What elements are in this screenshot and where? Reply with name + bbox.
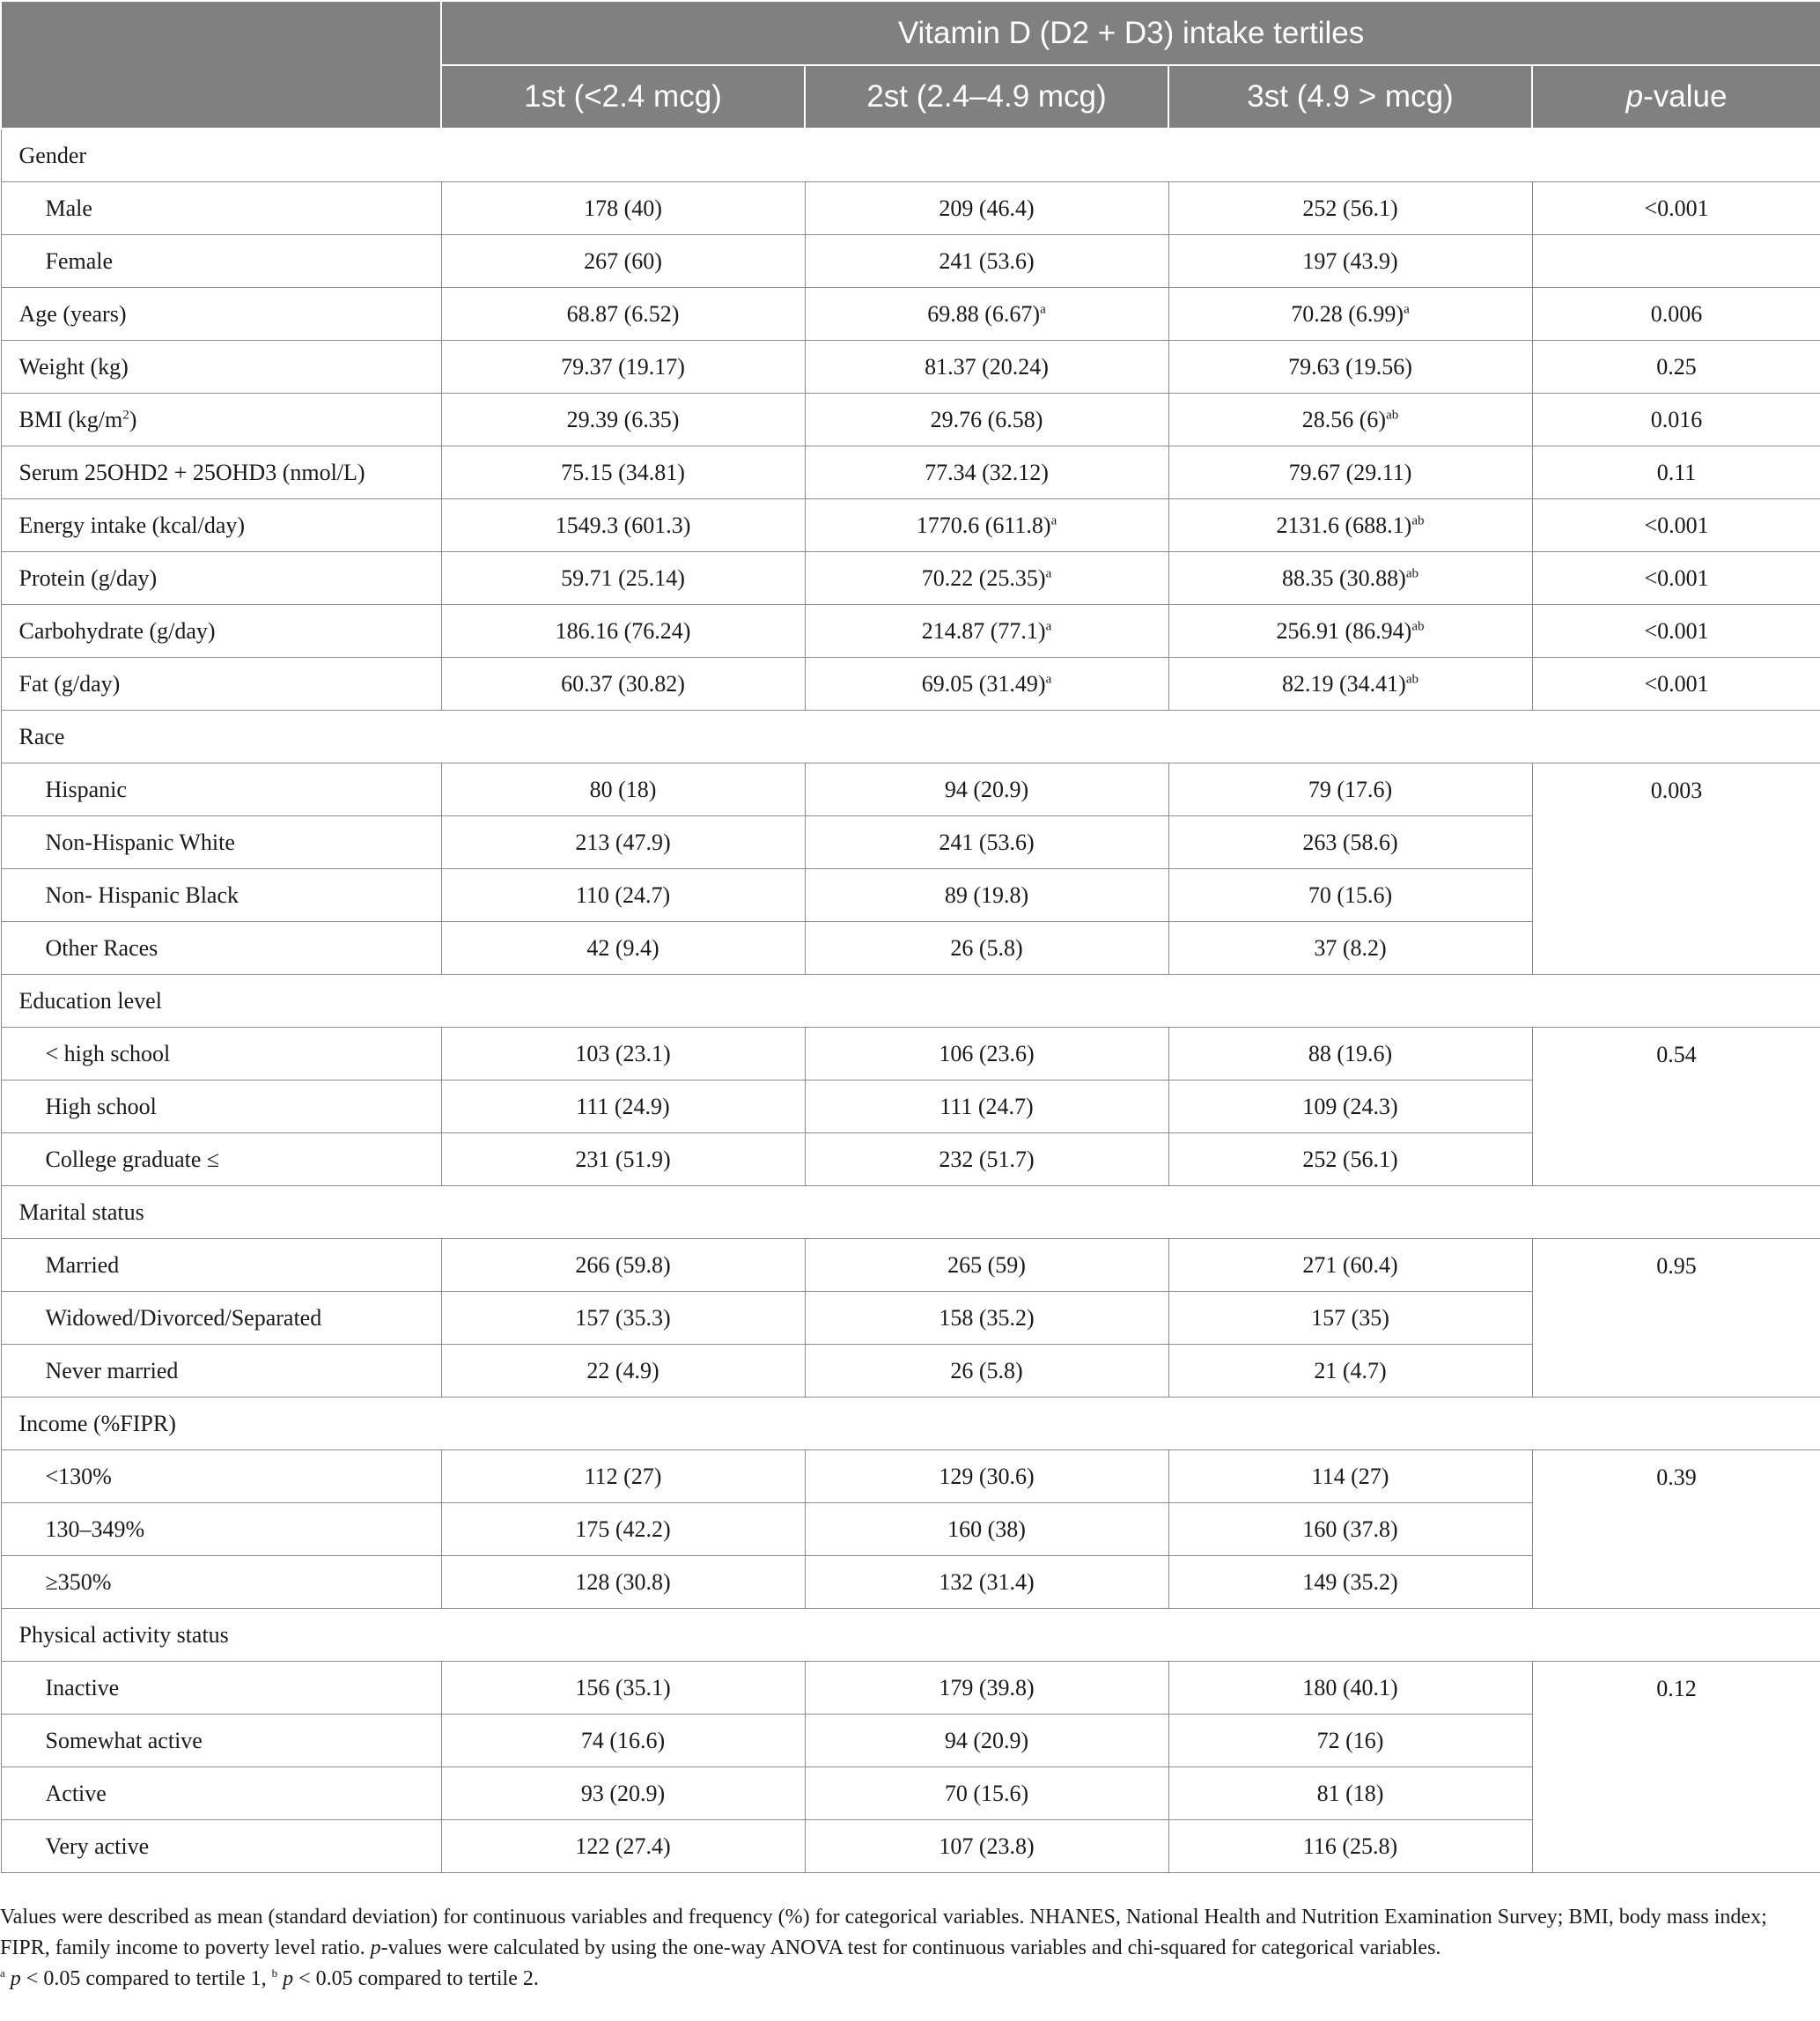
section-row — [1, 1609, 1820, 1662]
section-row — [1, 711, 1820, 763]
cell-value: 94 (20.9) — [944, 776, 1029, 802]
cell-value: 263 (58.6) — [1302, 829, 1398, 855]
cell-value: 79.37 (19.17) — [561, 353, 685, 380]
cell-tertile-2 — [805, 288, 1168, 341]
cell-value: 231 (51.9) — [575, 1146, 671, 1172]
cell-tertile-3 — [1168, 1345, 1532, 1398]
row-label-text: Inactive — [45, 1674, 120, 1700]
cell-value: 213 (47.9) — [575, 829, 671, 855]
cell-significance-marker: ab — [1405, 671, 1418, 686]
row-label-text: BMI (kg/m — [18, 406, 123, 432]
cell-value: 175 (42.2) — [575, 1516, 671, 1542]
cell-tertile-3 — [1168, 1133, 1532, 1186]
cell-tertile-2 — [805, 394, 1168, 446]
row-label — [1, 1081, 441, 1133]
cell-tertile-3 — [1168, 341, 1532, 394]
cell-value: 112 (27) — [584, 1463, 662, 1489]
row-label — [1, 1767, 441, 1820]
section-row — [1, 129, 1820, 182]
cell-value: 70 (15.6) — [944, 1780, 1029, 1806]
cell-value: 2131.6 (688.1) — [1276, 512, 1412, 538]
cell-tertile-2 — [805, 1715, 1168, 1767]
cell-value: 81.37 (20.24) — [925, 353, 1049, 380]
header-col-tertile-3: 3st (4.9 > mcg) — [1168, 65, 1532, 129]
row-label — [1, 763, 441, 816]
cell-tertile-2 — [805, 235, 1168, 288]
section-label: Race — [1, 711, 1820, 763]
cell-significance-marker: ab — [1405, 565, 1418, 580]
cell-significance-marker: ab — [1386, 407, 1399, 422]
row-label-text: Male — [45, 195, 92, 221]
cell-tertile-3 — [1168, 288, 1532, 341]
cell-value: 252 (56.1) — [1302, 1146, 1398, 1172]
cell-tertile-2 — [805, 446, 1168, 499]
cell-pvalue: 0.003 — [1532, 763, 1820, 975]
cell-value: 214.87 (77.1) — [921, 617, 1046, 644]
cell-tertile-3 — [1168, 1767, 1532, 1820]
section-label: Income (%FIPR) — [1, 1398, 1820, 1450]
cell-significance-marker: a — [1045, 565, 1052, 580]
row-label — [1, 1820, 441, 1873]
row-label-text: 130–349% — [45, 1516, 145, 1542]
cell-value: 252 (56.1) — [1302, 195, 1398, 221]
cell-significance-marker: ab — [1411, 618, 1425, 633]
table-row — [1, 446, 1820, 499]
cell-tertile-3 — [1168, 552, 1532, 605]
footnote-a-text: < 0.05 compared to tertile 1, — [20, 1967, 272, 1990]
cell-tertile-1 — [441, 394, 805, 446]
cell-tertile-2 — [805, 1450, 1168, 1503]
row-label — [1, 394, 441, 446]
header-pvalue-italic: p — [1625, 79, 1644, 114]
cell-tertile-3 — [1168, 235, 1532, 288]
cell-value: 197 (43.9) — [1302, 247, 1398, 274]
cell-tertile-1 — [441, 816, 805, 869]
cell-pvalue: 0.11 — [1532, 446, 1820, 499]
cell-value: 79.63 (19.56) — [1288, 353, 1412, 380]
cell-value: 77.34 (32.12) — [925, 459, 1049, 485]
row-label — [1, 1450, 441, 1503]
cell-significance-marker: a — [1045, 671, 1052, 686]
cell-value: 42 (9.4) — [586, 934, 659, 961]
cell-value: 103 (23.1) — [575, 1040, 671, 1066]
table-body — [1, 129, 1820, 1873]
row-label — [1, 605, 441, 658]
cell-tertile-3 — [1168, 182, 1532, 235]
cell-tertile-1 — [441, 499, 805, 552]
section-row — [1, 975, 1820, 1028]
row-label-text: Female — [45, 247, 114, 274]
header-col-tertile-1: 1st (<2.4 mcg) — [441, 65, 805, 129]
cell-significance-marker: a — [1050, 513, 1057, 527]
cell-value: 109 (24.3) — [1302, 1093, 1398, 1119]
cell-tertile-2 — [805, 552, 1168, 605]
cell-significance-marker: ab — [1411, 513, 1425, 527]
cell-pvalue: 0.95 — [1532, 1239, 1820, 1398]
footnote-line1-p: p — [370, 1936, 381, 1959]
row-label — [1, 869, 441, 922]
cell-tertile-2 — [805, 605, 1168, 658]
cell-value: 116 (25.8) — [1302, 1833, 1398, 1859]
table-row — [1, 1662, 1820, 1715]
cell-tertile-1 — [441, 446, 805, 499]
cell-tertile-3 — [1168, 394, 1532, 446]
row-label — [1, 1028, 441, 1081]
cell-pvalue: 0.016 — [1532, 394, 1820, 446]
cell-tertile-3 — [1168, 1662, 1532, 1715]
cell-tertile-2 — [805, 763, 1168, 816]
cell-value: 256.91 (86.94) — [1276, 617, 1412, 644]
cell-tertile-3 — [1168, 446, 1532, 499]
cell-tertile-1 — [441, 288, 805, 341]
row-label-text: Fat (g/day) — [18, 670, 121, 697]
row-label-text: College graduate ≤ — [45, 1146, 220, 1172]
row-label — [1, 499, 441, 552]
cell-value: 80 (18) — [589, 776, 657, 802]
cell-tertile-1 — [441, 1239, 805, 1292]
cell-pvalue: <0.001 — [1532, 499, 1820, 552]
table-row — [1, 605, 1820, 658]
cell-tertile-2 — [805, 816, 1168, 869]
cell-tertile-1 — [441, 1450, 805, 1503]
cell-tertile-2 — [805, 1345, 1168, 1398]
cell-value: 88.35 (30.88) — [1282, 564, 1406, 591]
section-label: Marital status — [1, 1186, 1820, 1239]
cell-tertile-1 — [441, 869, 805, 922]
cell-value: 132 (31.4) — [939, 1568, 1035, 1595]
cell-significance-marker: a — [1404, 301, 1410, 316]
table-row — [1, 1450, 1820, 1503]
section-row — [1, 1186, 1820, 1239]
row-label — [1, 816, 441, 869]
row-label — [1, 658, 441, 711]
cell-pvalue: <0.001 — [1532, 605, 1820, 658]
row-label-text: <130% — [45, 1463, 112, 1489]
cell-pvalue: 0.54 — [1532, 1028, 1820, 1186]
cell-value: 149 (35.2) — [1302, 1568, 1398, 1595]
cell-tertile-2 — [805, 1081, 1168, 1133]
cell-tertile-1 — [441, 658, 805, 711]
cell-significance-marker: a — [1045, 618, 1052, 633]
cell-value: 122 (27.4) — [575, 1833, 671, 1859]
cell-value: 160 (38) — [947, 1516, 1026, 1542]
cell-value: 111 (24.7) — [939, 1093, 1034, 1119]
footnote-values — [0, 1902, 1820, 1964]
cell-tertile-3 — [1168, 922, 1532, 975]
cell-tertile-1 — [441, 605, 805, 658]
row-label-text: Non- Hispanic Black — [45, 881, 239, 908]
row-label-text: Widowed/Divorced/Separated — [45, 1304, 322, 1331]
row-label — [1, 1345, 441, 1398]
cell-pvalue: <0.001 — [1532, 182, 1820, 235]
row-label — [1, 1556, 441, 1609]
footnote-a-p: p — [10, 1967, 21, 1990]
cell-value: 74 (16.6) — [580, 1727, 666, 1753]
cell-pvalue: 0.25 — [1532, 341, 1820, 394]
row-label-text: Married — [45, 1251, 120, 1278]
cell-value: 1770.6 (611.8) — [916, 512, 1051, 538]
cell-tertile-1 — [441, 341, 805, 394]
cell-value: 70.28 (6.99) — [1291, 300, 1404, 327]
footnote-b-p: p — [283, 1967, 294, 1990]
cell-value: 22 (4.9) — [586, 1357, 659, 1383]
cell-value: 69.05 (31.49) — [921, 670, 1046, 697]
cell-tertile-1 — [441, 235, 805, 288]
cell-value: 209 (46.4) — [939, 195, 1035, 221]
cell-value: 28.56 (6) — [1301, 406, 1387, 432]
cell-tertile-1 — [441, 1503, 805, 1556]
cell-tertile-2 — [805, 1133, 1168, 1186]
table-row — [1, 288, 1820, 341]
cell-value: 180 (40.1) — [1302, 1674, 1398, 1700]
cell-tertile-3 — [1168, 816, 1532, 869]
table-footnotes — [0, 1902, 1820, 1995]
cell-tertile-1 — [441, 1662, 805, 1715]
cell-value: 110 (24.7) — [575, 881, 671, 908]
cell-tertile-2 — [805, 1556, 1168, 1609]
cell-value: 60.37 (30.82) — [561, 670, 685, 697]
row-label-text: Age (years) — [18, 300, 127, 327]
header-group-title: Vitamin D (D2 + D3) intake tertiles — [441, 1, 1820, 65]
header-row-group — [1, 1, 1820, 65]
table-row — [1, 552, 1820, 605]
cell-value: 37 (8.2) — [1314, 934, 1387, 961]
cell-tertile-2 — [805, 499, 1168, 552]
table-row — [1, 235, 1820, 288]
cell-value: 128 (30.8) — [575, 1568, 671, 1595]
cell-tertile-1 — [441, 1820, 805, 1873]
row-label-text: < high school — [45, 1040, 171, 1066]
cell-tertile-3 — [1168, 1292, 1532, 1345]
header-col-pvalue — [1532, 65, 1820, 129]
cell-tertile-3 — [1168, 1239, 1532, 1292]
row-label-text: Protein (g/day) — [18, 564, 158, 591]
cell-value: 81 (18) — [1316, 1780, 1384, 1806]
cell-value: 1549.3 (601.3) — [555, 512, 691, 538]
cell-value: 68.87 (6.52) — [566, 300, 680, 327]
cell-value: 179 (39.8) — [939, 1674, 1035, 1700]
cell-value: 82.19 (34.41) — [1282, 670, 1406, 697]
row-label-text: Carbohydrate (g/day) — [18, 617, 216, 644]
row-label-end: ) — [129, 406, 137, 432]
footnote-line1: Values were described as mean (standard deviation) for continuous variables and frequency (%) for categorical variables. NHANES, National Health and Nutrition Examination Survey; BMI, body mass index; FIPR, family income to poverty level ratio. — [0, 1906, 1767, 1959]
header-pvalue-rest: -value — [1643, 79, 1728, 114]
row-label — [1, 446, 441, 499]
cell-pvalue: <0.001 — [1532, 658, 1820, 711]
row-label-text: Non-Hispanic White — [45, 829, 235, 855]
table-row — [1, 499, 1820, 552]
cell-tertile-3 — [1168, 1556, 1532, 1609]
cell-tertile-3 — [1168, 1028, 1532, 1081]
cell-value: 29.76 (6.58) — [930, 406, 1043, 432]
cell-tertile-2 — [805, 1662, 1168, 1715]
section-label: Education level — [1, 975, 1820, 1028]
header-blank-cell — [1, 1, 441, 129]
cell-value: 75.15 (34.81) — [561, 459, 685, 485]
cell-value: 70.22 (25.35) — [921, 564, 1046, 591]
cell-value: 267 (60) — [584, 247, 662, 274]
row-label-text: Never married — [45, 1357, 179, 1383]
cell-value: 93 (20.9) — [580, 1780, 666, 1806]
cell-tertile-2 — [805, 182, 1168, 235]
cell-value: 79.67 (29.11) — [1288, 459, 1412, 485]
header-col-tertile-2: 2st (2.4–4.9 mcg) — [805, 65, 1168, 129]
cell-value: 107 (23.8) — [939, 1833, 1035, 1859]
footnote-b-text: < 0.05 compared to tertile 2. — [293, 1967, 539, 1990]
cell-tertile-3 — [1168, 1715, 1532, 1767]
cell-value: 157 (35.3) — [575, 1304, 671, 1331]
row-label — [1, 341, 441, 394]
cell-value: 88 (19.6) — [1308, 1040, 1393, 1066]
cell-value: 70 (15.6) — [1308, 881, 1393, 908]
cell-tertile-1 — [441, 1081, 805, 1133]
cell-value: 111 (24.9) — [576, 1093, 670, 1119]
cell-tertile-3 — [1168, 499, 1532, 552]
cell-tertile-3 — [1168, 605, 1532, 658]
row-label-superscript: 2 — [122, 407, 129, 422]
cell-value: 29.39 (6.35) — [566, 406, 680, 432]
cell-value: 186.16 (76.24) — [555, 617, 691, 644]
row-label — [1, 1292, 441, 1345]
cell-value: 241 (53.6) — [939, 247, 1035, 274]
cell-tertile-2 — [805, 1028, 1168, 1081]
cell-value: 26 (5.8) — [950, 1357, 1023, 1383]
cell-tertile-2 — [805, 922, 1168, 975]
cell-pvalue — [1532, 235, 1820, 288]
row-label — [1, 1133, 441, 1186]
row-label-text: Serum 25OHD2 + 25OHD3 (nmol/L) — [18, 459, 365, 485]
cell-value: 26 (5.8) — [950, 934, 1023, 961]
cell-tertile-1 — [441, 1292, 805, 1345]
row-label-text: Active — [45, 1780, 107, 1806]
cell-tertile-1 — [441, 1556, 805, 1609]
cell-value: 21 (4.7) — [1314, 1357, 1387, 1383]
cell-tertile-2 — [805, 1820, 1168, 1873]
row-label-text: ≥350% — [45, 1568, 112, 1595]
cell-tertile-3 — [1168, 1081, 1532, 1133]
cell-tertile-3 — [1168, 1450, 1532, 1503]
cell-value: 157 (35) — [1311, 1304, 1389, 1331]
cell-value: 79 (17.6) — [1308, 776, 1393, 802]
cell-tertile-1 — [441, 1767, 805, 1820]
table-row — [1, 763, 1820, 816]
cell-tertile-1 — [441, 182, 805, 235]
row-label — [1, 1715, 441, 1767]
row-label — [1, 235, 441, 288]
row-label — [1, 1662, 441, 1715]
cell-value: 160 (37.8) — [1302, 1516, 1398, 1542]
cell-pvalue: <0.001 — [1532, 552, 1820, 605]
row-label — [1, 288, 441, 341]
cell-tertile-1 — [441, 922, 805, 975]
cell-value: 156 (35.1) — [575, 1674, 671, 1700]
cell-value: 59.71 (25.14) — [561, 564, 685, 591]
footnote-line1-end: -values were calculated by using the one-way ANOVA test for continuous variables and chi-squared for categorical variables. — [380, 1936, 1441, 1959]
cell-tertile-1 — [441, 1133, 805, 1186]
cell-tertile-2 — [805, 1767, 1168, 1820]
cell-pvalue: 0.006 — [1532, 288, 1820, 341]
row-label — [1, 1239, 441, 1292]
footnote-significance — [0, 1964, 1820, 1995]
cell-value: 72 (16) — [1316, 1727, 1384, 1753]
cell-tertile-3 — [1168, 869, 1532, 922]
cell-tertile-3 — [1168, 658, 1532, 711]
cell-tertile-3 — [1168, 1820, 1532, 1873]
cell-value: 129 (30.6) — [939, 1463, 1035, 1489]
row-label — [1, 922, 441, 975]
cell-value: 69.88 (6.67) — [927, 300, 1041, 327]
cell-tertile-3 — [1168, 763, 1532, 816]
cell-tertile-1 — [441, 1345, 805, 1398]
cell-pvalue: 0.12 — [1532, 1662, 1820, 1873]
cell-value: 106 (23.6) — [939, 1040, 1035, 1066]
cell-tertile-2 — [805, 341, 1168, 394]
row-label-text: Hispanic — [45, 776, 127, 802]
cell-tertile-2 — [805, 1239, 1168, 1292]
cell-value: 271 (60.4) — [1302, 1251, 1398, 1278]
table-row — [1, 394, 1820, 446]
row-label-text: Very active — [45, 1833, 150, 1859]
row-label-text: Energy intake (kcal/day) — [18, 512, 246, 538]
cell-value: 241 (53.6) — [939, 829, 1035, 855]
table-row — [1, 1028, 1820, 1081]
cell-tertile-1 — [441, 552, 805, 605]
cell-value: 265 (59) — [947, 1251, 1026, 1278]
row-label-text: Weight (kg) — [18, 353, 129, 380]
cell-value: 266 (59.8) — [575, 1251, 671, 1278]
cell-tertile-2 — [805, 658, 1168, 711]
section-row — [1, 1398, 1820, 1450]
row-label — [1, 182, 441, 235]
cell-value: 114 (27) — [1311, 1463, 1389, 1489]
cell-value: 89 (19.8) — [944, 881, 1029, 908]
footnote-a-marker: a — [0, 1966, 5, 1980]
section-label: Gender — [1, 129, 1820, 182]
cell-tertile-2 — [805, 869, 1168, 922]
table-row — [1, 182, 1820, 235]
row-label-text: Somewhat active — [45, 1727, 203, 1753]
cell-tertile-2 — [805, 1292, 1168, 1345]
table-row — [1, 658, 1820, 711]
row-label-text: High school — [45, 1093, 157, 1119]
cell-value: 158 (35.2) — [939, 1304, 1035, 1331]
row-label — [1, 1503, 441, 1556]
cell-value: 232 (51.7) — [939, 1146, 1035, 1172]
cell-pvalue: 0.39 — [1532, 1450, 1820, 1609]
footnote-b-marker: b — [271, 1966, 278, 1980]
cell-value: 178 (40) — [584, 195, 662, 221]
row-label — [1, 552, 441, 605]
cell-value: 94 (20.9) — [944, 1727, 1029, 1753]
cell-tertile-2 — [805, 1503, 1168, 1556]
table-row — [1, 341, 1820, 394]
table-row — [1, 1239, 1820, 1292]
cell-significance-marker: a — [1040, 301, 1046, 316]
section-label: Physical activity status — [1, 1609, 1820, 1662]
cell-tertile-1 — [441, 1028, 805, 1081]
row-label-text: Other Races — [45, 934, 158, 961]
cell-tertile-1 — [441, 763, 805, 816]
cell-tertile-3 — [1168, 1503, 1532, 1556]
cell-tertile-1 — [441, 1715, 805, 1767]
